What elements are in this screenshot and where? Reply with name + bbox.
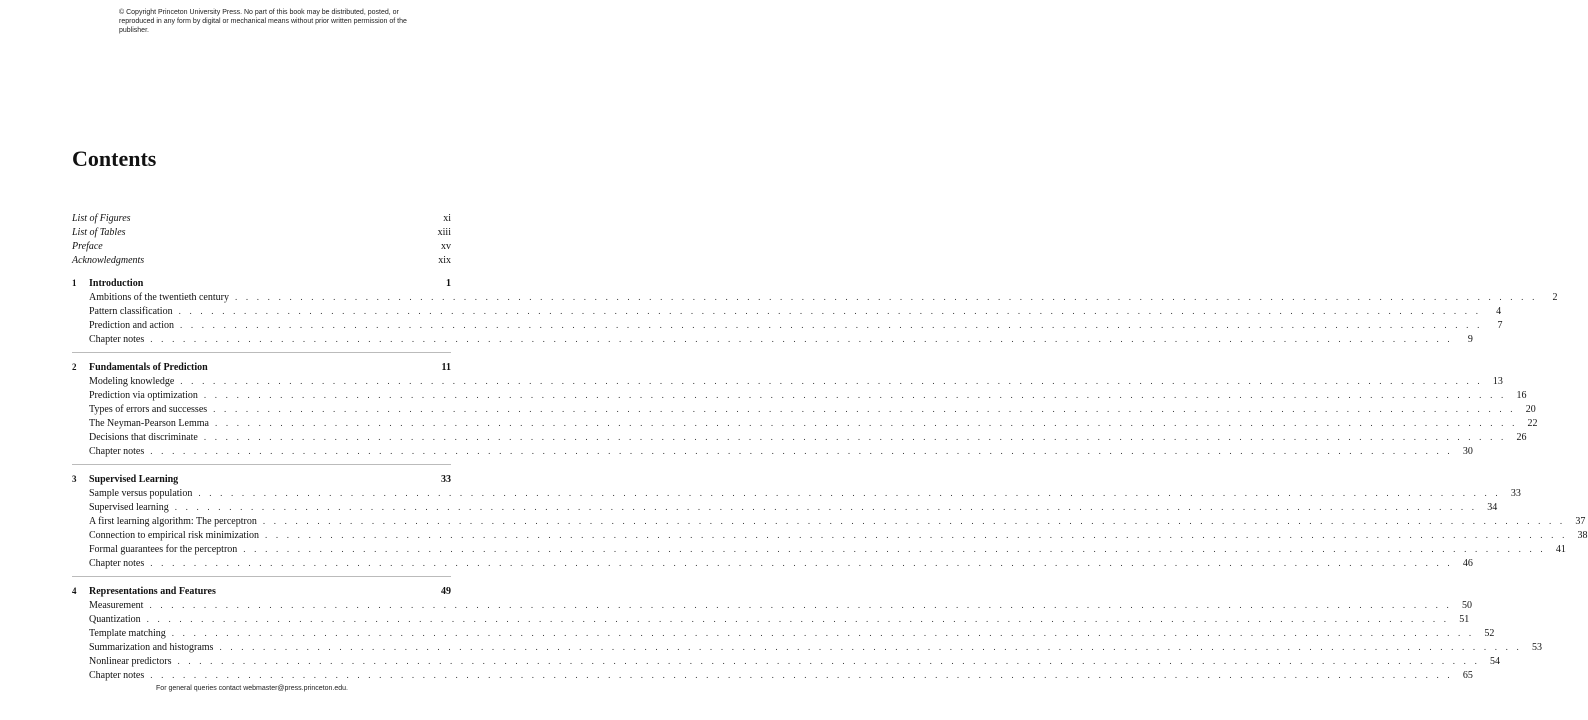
section-label: Modeling knowledge (89, 376, 175, 387)
section-label: Nonlinear predictors (89, 656, 172, 667)
section-label: Measurement (89, 600, 144, 611)
dot-leader: . . . . . . . . . . . . . . . . . . . . . . . . . . . . . . . . . . . . . . . . . . . . . . . . . . . . . . . . . . . . . . . . . . . . . . . . . . . . . . . . . . . . . . . . . . . . . . . . . . . . . . . . . . . . . . . . . . . . . . . . (171, 628, 1475, 638)
section-entry (72, 556, 1473, 570)
section-page: 30 (1462, 446, 1473, 457)
chapter-number: 4 (72, 586, 77, 596)
chapter-heading (72, 472, 451, 486)
section-entry (72, 528, 1588, 542)
section-page: 38 (1577, 530, 1588, 541)
dot-leader: . . . . . . . . . . . . . . . . . . . . . . . . . . . . . . . . . . . . . . . . . . . . . . . . . . . . . . . . . . . . . . . . . . . . . . . . . . . . . . . . . . . . . . . . . . . . . . . . . . . . . . . . . . . . . . . . . . . . . . . . (234, 292, 1538, 302)
section-entry (72, 388, 1527, 402)
dot-leader: . . . . . . . . . . . . . . . . . . . . . . . . . . . . . . . . . . . . . . . . . . . . . . . . . . . . . . . . . . . . . . . . . . . . . . . . . . . . . . . . . . . . . . . . . . . . . . . . . . . . . . . . . . . . . . . . . . . . . . . . (219, 642, 1522, 652)
section-entry (72, 668, 1473, 682)
chapter-divider (72, 576, 451, 577)
entry-label: List of Tables (72, 227, 126, 238)
section-entry (72, 430, 1527, 444)
section-entry (72, 304, 1502, 318)
chapter-title: Representations and Features (89, 586, 216, 597)
chapter-page: 11 (441, 362, 451, 373)
section-entry (72, 542, 1566, 556)
entry-page: xv (441, 241, 451, 252)
section-page: 7 (1497, 320, 1503, 331)
dot-leader: . . . . . . . . . . . . . . . . . . . . . . . . . . . . . . . . . . . . . . . . . . . . . . . . . . . . . . . . . . . . . . . . . . . . . . . . . . . . . . . . . . . . . . . . . . . . . . . . . . . . . . . . . . . . . . . . . . . . . . . . (150, 334, 1453, 344)
section-page: 65 (1462, 670, 1473, 681)
table-of-contents (72, 212, 1588, 682)
front-matter-entry (72, 240, 451, 254)
entry-label: Preface (72, 241, 103, 252)
section-page: 52 (1484, 628, 1495, 639)
section-label: Ambitions of the twentieth century (89, 292, 229, 303)
dot-leader: . . . . . . . . . . . . . . . . . . . . . . . . . . . . . . . . . . . . . . . . . . . . . . . . . . . . . . . . . . . . . . . . . . . . . . . . . . . . . . . . . . . . . . . . . . . . . . . . . . . . . . . . . . . . . . . . . . . . . . . . (146, 614, 1450, 624)
section-label: Chapter notes (89, 558, 145, 569)
section-entry (72, 290, 1558, 304)
section-label: Template matching (89, 628, 166, 639)
chapter-number: 3 (72, 474, 77, 484)
dot-leader: . . . . . . . . . . . . . . . . . . . . . . . . . . . . . . . . . . . . . . . . . . . . . . . . . . . . . . . . . . . . . . . . . . . . . . . . . . . . . . . . . . . . . . . . . . . . . . . . . . . . . . . . . . . . . . . . . . . . . . . . (203, 432, 1507, 442)
section-label: Pattern classification (89, 306, 173, 317)
front-matter-list (72, 212, 451, 268)
section-label: Supervised learning (89, 502, 169, 513)
section-page: 16 (1516, 390, 1527, 401)
section-page: 2 (1552, 292, 1558, 303)
section-label: Chapter notes (89, 446, 145, 457)
dot-leader: . . . . . . . . . . . . . . . . . . . . . . . . . . . . . . . . . . . . . . . . . . . . . . . . . . . . . . . . . . . . . . . . . . . . . . . . . . . . . . . . . . . . . . . . . . . . . . . . . . . . . . . . . . . . . . . . . . . . . . . . (150, 446, 1453, 456)
section-label: Prediction and action (89, 320, 174, 331)
section-entry (72, 640, 1542, 654)
copyright-notice: © Copyright Princeton University Press. No part of this book may be distributed, posted, or reproduced in any form by digital or mechanical means without prior written permission of the publisher. (119, 9, 407, 34)
dot-leader: . . . . . . . . . . . . . . . . . . . . . . . . . . . . . . . . . . . . . . . . . . . . . . . . . . . . . . . . . . . . . . . . . . . . . . . . . . . . . . . . . . . . . . . . . . . . . . . . . . . . . . . . . . . . . . . . . . . . . . . . (174, 502, 1478, 512)
section-label: The Neyman-Pearson Lemma (89, 418, 209, 429)
section-page: 33 (1510, 488, 1521, 499)
chapter-number: 1 (72, 278, 77, 288)
entry-page: xi (443, 213, 451, 224)
section-page: 20 (1525, 404, 1536, 415)
section-page: 53 (1532, 642, 1542, 653)
section-entry (72, 416, 1538, 430)
section-entry (72, 486, 1521, 500)
section-page: 34 (1487, 502, 1498, 513)
section-entry (72, 514, 1586, 528)
chapter-page: 1 (446, 278, 451, 289)
dot-leader: . . . . . . . . . . . . . . . . . . . . . . . . . . . . . . . . . . . . . . . . . . . . . . . . . . . . . . . . . . . . . . . . . . . . . . . . . . . . . . . . . . . . . . . . . . . . . . . . . . . . . . . . . . . . . . . . . . . . . . . . (203, 390, 1507, 400)
chapter-page: 49 (441, 586, 451, 597)
footer-contact: For general queries contact webmaster@press.princeton.edu. (156, 685, 348, 692)
section-page: 22 (1527, 418, 1538, 429)
section-entry (72, 598, 1472, 612)
chapter-divider (72, 352, 451, 353)
section-entry (72, 374, 1503, 388)
section-label: Connection to empirical risk minimization (89, 530, 259, 541)
section-page: 26 (1516, 432, 1527, 443)
section-label: Quantization (89, 614, 141, 625)
section-page: 41 (1555, 544, 1566, 555)
dot-leader: . . . . . . . . . . . . . . . . . . . . . . . . . . . . . . . . . . . . . . . . . . . . . . . . . . . . . . . . . . . . . . . . . . . . . . . . . . . . . . . . . . . . . . . . . . . . . . . . . . . . . . . . . . . . . . . . . . . . . . . . (150, 558, 1453, 568)
entry-page: xiii (437, 227, 451, 238)
section-label: Prediction via optimization (89, 390, 198, 401)
section-entry (72, 402, 1536, 416)
dot-leader: . . . . . . . . . . . . . . . . . . . . . . . . . . . . . . . . . . . . . . . . . . . . . . . . . . . . . . . . . . . . . . . . . . . . . . . . . . . . . . . . . . . . . . . . . . . . . . . . . . . . . . . . . . . . . . . . . . . . . . . . (213, 404, 1516, 414)
section-label: A first learning algorithm: The perceptron (89, 516, 257, 527)
chapter-title: Fundamentals of Prediction (89, 362, 208, 373)
section-entry (72, 626, 1495, 640)
chapter-title: Supervised Learning (89, 474, 179, 485)
chapter-title: Introduction (89, 278, 144, 289)
section-page: 51 (1459, 614, 1470, 625)
section-page: 46 (1462, 558, 1473, 569)
section-page: 50 (1462, 600, 1472, 611)
chapter-divider (72, 464, 451, 465)
section-page: 4 (1496, 306, 1502, 317)
section-label: Summarization and histograms (89, 642, 214, 653)
section-entry (72, 612, 1470, 626)
chapter-heading (72, 360, 451, 374)
section-entry (72, 654, 1501, 668)
section-label: Formal guarantees for the perceptron (89, 544, 238, 555)
section-entry (72, 444, 1473, 458)
dot-leader: . . . . . . . . . . . . . . . . . . . . . . . . . . . . . . . . . . . . . . . . . . . . . . . . . . . . . . . . . . . . . . . . . . . . . . . . . . . . . . . . . . . . . . . . . . . . . . . . . . . . . . . . . . . . . . . . . . . . . . . . (262, 516, 1566, 526)
chapter-number: 2 (72, 362, 77, 372)
dot-leader: . . . . . . . . . . . . . . . . . . . . . . . . . . . . . . . . . . . . . . . . . . . . . . . . . . . . . . . . . . . . . . . . . . . . . . . . . . . . . . . . . . . . . . . . . . . . . . . . . . . . . . . . . . . . . . . . . . . . . . . . (264, 530, 1568, 540)
section-page: 9 (1467, 334, 1473, 345)
dot-leader: . . . . . . . . . . . . . . . . . . . . . . . . . . . . . . . . . . . . . . . . . . . . . . . . . . . . . . . . . . . . . . . . . . . . . . . . . . . . . . . . . . . . . . . . . . . . . . . . . . . . . . . . . . . . . . . . . . . . . . . . (179, 320, 1483, 330)
section-entry (72, 500, 1498, 514)
dot-leader: . . . . . . . . . . . . . . . . . . . . . . . . . . . . . . . . . . . . . . . . . . . . . . . . . . . . . . . . . . . . . . . . . . . . . . . . . . . . . . . . . . . . . . . . . . . . . . . . . . . . . . . . . . . . . . . . . . . . . . . . (178, 306, 1482, 316)
chapter-page: 33 (441, 474, 451, 485)
section-page: 13 (1492, 376, 1503, 387)
entry-label: Acknowledgments (72, 255, 145, 266)
section-label: Types of errors and successes (89, 404, 208, 415)
dot-leader: . . . . . . . . . . . . . . . . . . . . . . . . . . . . . . . . . . . . . . . . . . . . . . . . . . . . . . . . . . . . . . . . . . . . . . . . . . . . . . . . . . . . . . . . . . . . . . . . . . . . . . . . . . . . . . . . . . . . . . . . (149, 600, 1452, 610)
spacer (72, 268, 451, 276)
entry-label: List of Figures (72, 213, 131, 224)
front-matter-entry (72, 226, 451, 240)
front-matter-entry (72, 254, 451, 268)
dot-leader: . . . . . . . . . . . . . . . . . . . . . . . . . . . . . . . . . . . . . . . . . . . . . . . . . . . . . . . . . . . . . . . . . . . . . . . . . . . . . . . . . . . . . . . . . . . . . . . . . . . . . . . . . . . . . . . . . . . . . . . . (150, 670, 1453, 680)
chapter-list (72, 276, 1588, 682)
section-page: 37 (1575, 516, 1586, 527)
dot-leader: . . . . . . . . . . . . . . . . . . . . . . . . . . . . . . . . . . . . . . . . . . . . . . . . . . . . . . . . . . . . . . . . . . . . . . . . . . . . . . . . . . . . . . . . . . . . . . . . . . . . . . . . . . . . . . . . . . . . . . . . (177, 656, 1481, 666)
chapter-heading (72, 584, 451, 598)
section-label: Sample versus population (89, 488, 193, 499)
dot-leader: . . . . . . . . . . . . . . . . . . . . . . . . . . . . . . . . . . . . . . . . . . . . . . . . . . . . . . . . . . . . . . . . . . . . . . . . . . . . . . . . . . . . . . . . . . . . . . . . . . . . . . . . . . . . . . . . . . . . . . . . (180, 376, 1483, 386)
dot-leader: . . . . . . . . . . . . . . . . . . . . . . . . . . . . . . . . . . . . . . . . . . . . . . . . . . . . . . . . . . . . . . . . . . . . . . . . . . . . . . . . . . . . . . . . . . . . . . . . . . . . . . . . . . . . . . . . . . . . . . . . (243, 544, 1546, 554)
section-entry (72, 318, 1503, 332)
section-label: Chapter notes (89, 670, 145, 681)
section-label: Decisions that discriminate (89, 432, 198, 443)
entry-page: xix (438, 255, 451, 266)
page-title: Contents (72, 146, 157, 171)
section-page: 54 (1490, 656, 1501, 667)
section-label: Chapter notes (89, 334, 145, 345)
dot-leader: . . . . . . . . . . . . . . . . . . . . . . . . . . . . . . . . . . . . . . . . . . . . . . . . . . . . . . . . . . . . . . . . . . . . . . . . . . . . . . . . . . . . . . . . . . . . . . . . . . . . . . . . . . . . . . . . . . . . . . . . (214, 418, 1518, 428)
chapter-heading (72, 276, 451, 290)
dot-leader: . . . . . . . . . . . . . . . . . . . . . . . . . . . . . . . . . . . . . . . . . . . . . . . . . . . . . . . . . . . . . . . . . . . . . . . . . . . . . . . . . . . . . . . . . . . . . . . . . . . . . . . . . . . . . . . . . . . . . . . . (198, 488, 1501, 498)
front-matter-entry (72, 212, 451, 226)
section-entry (72, 332, 1473, 346)
